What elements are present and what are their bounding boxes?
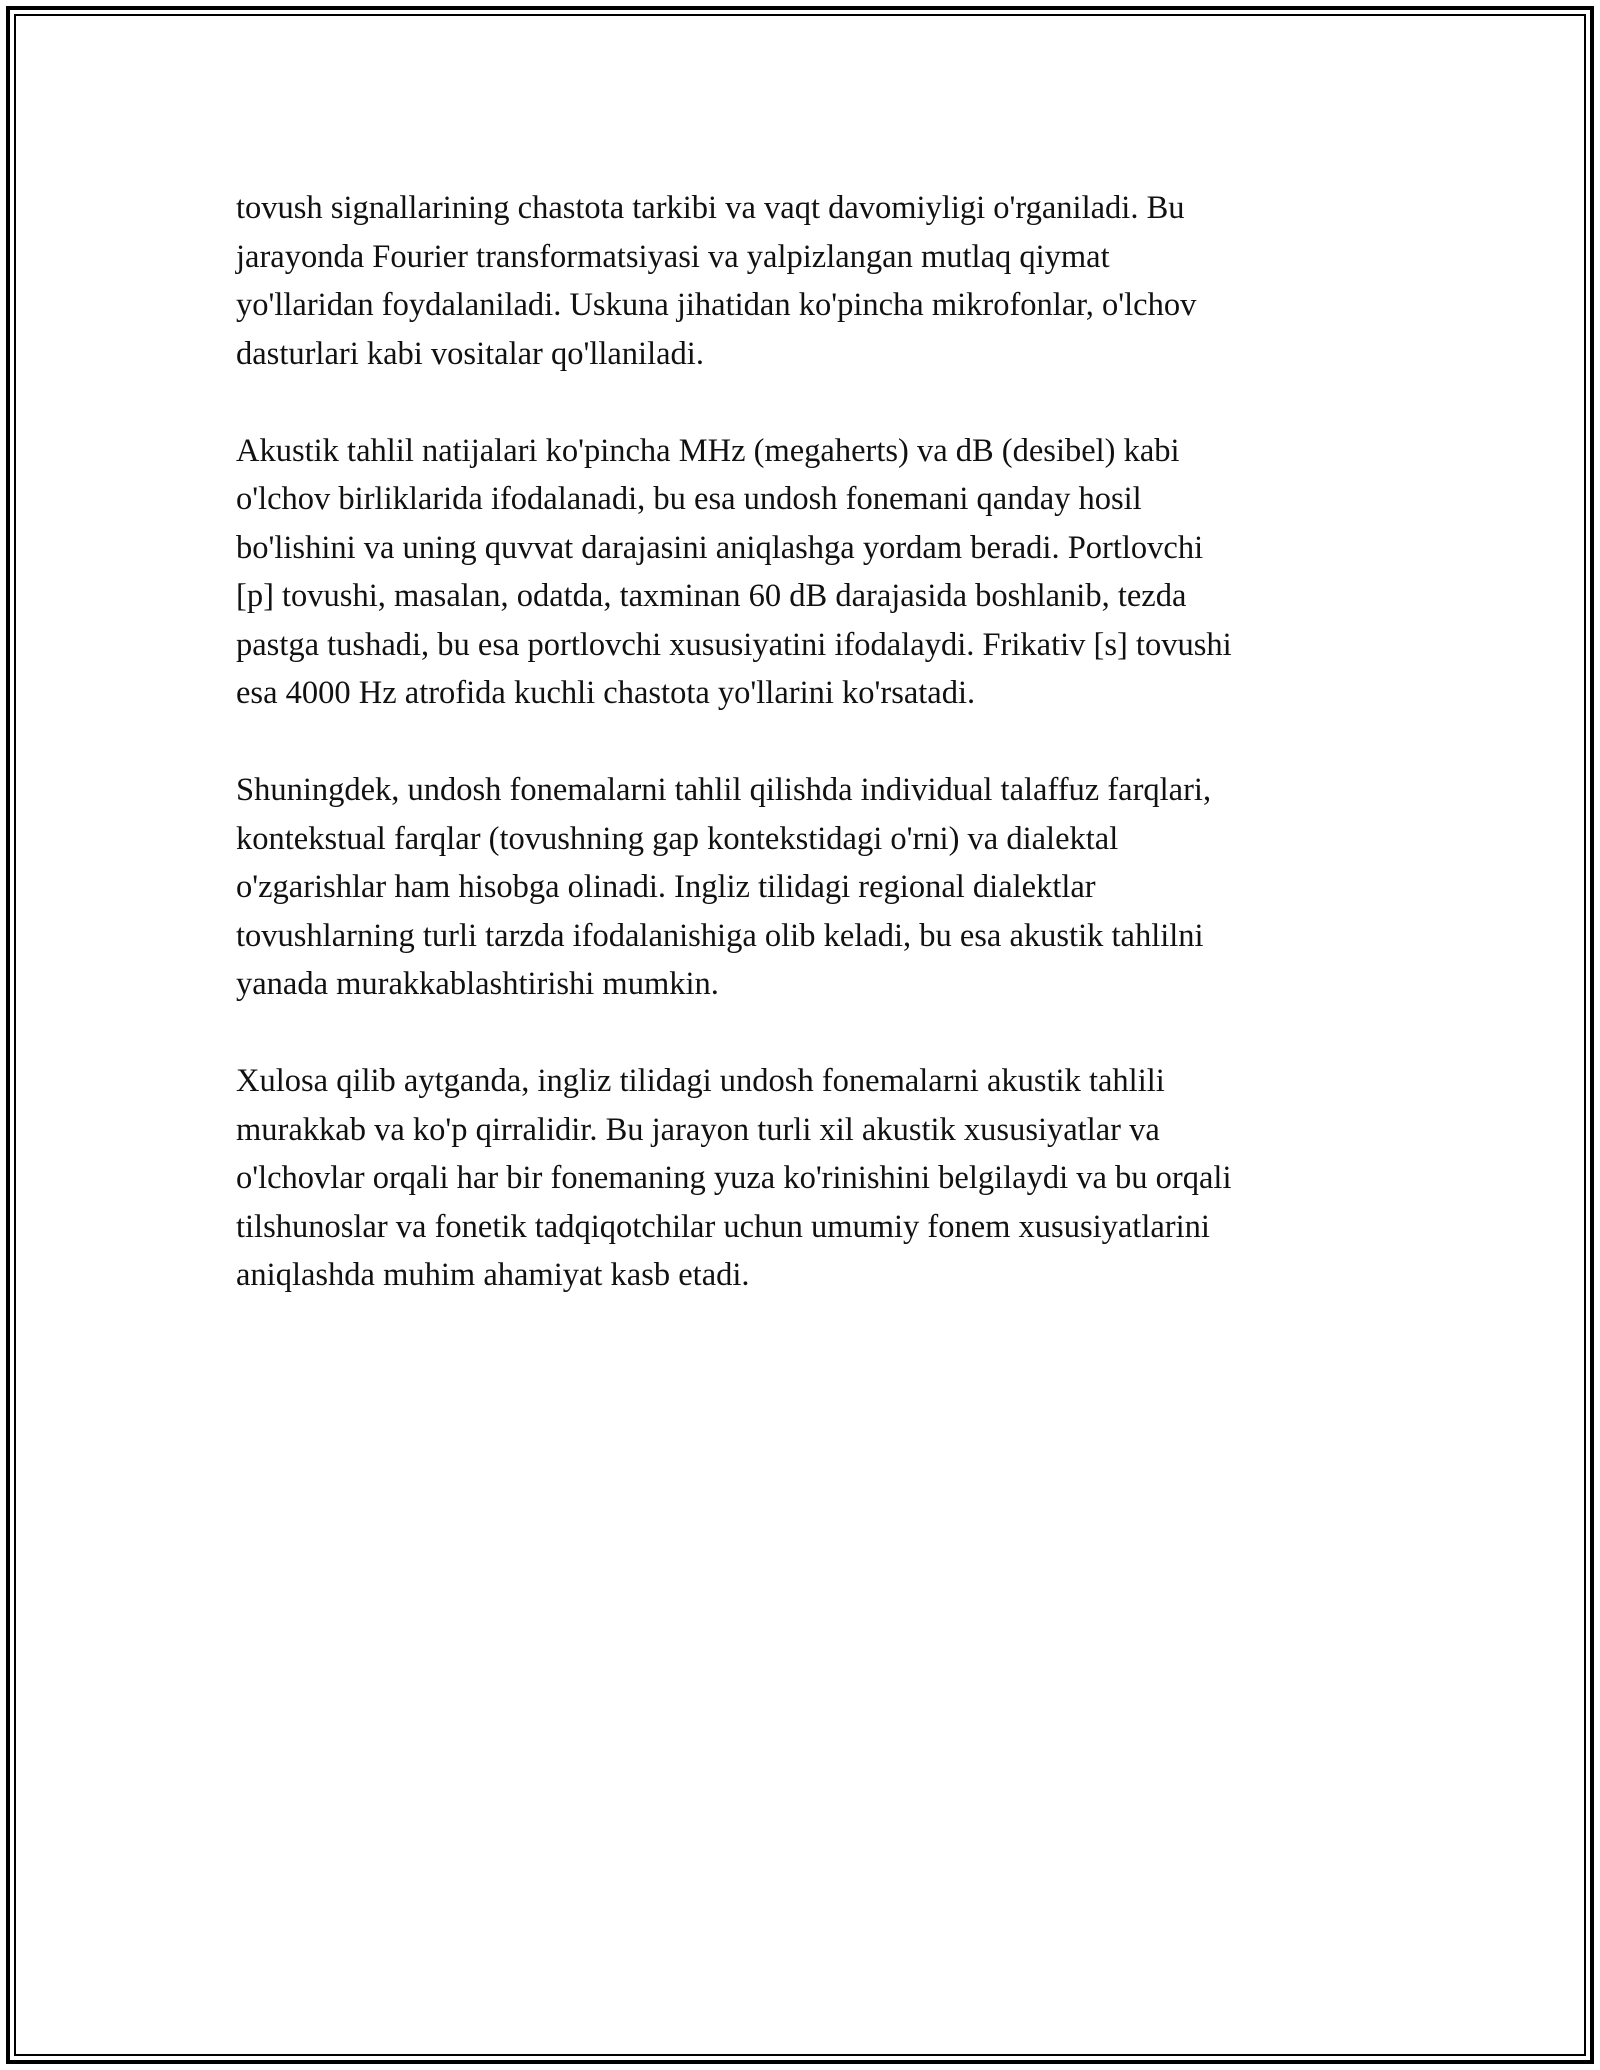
document-body: [236, 184, 1366, 1348]
paragraph-2: Akustik tahlil natijalari ko'pincha MHz (megaherts) va dB (desibel) kabi o'lchov birliklarida ifodalanadi, bu esa undosh fonemani qanday hosil bo'lishini va uning quvvat darajasini aniqlashga yordam beradi. Portlovchi [p] tovushi, masalan, odatda, taxminan 60 dB darajasida boshlanib, tezda pastga tushadi, bu esa portlovchi xususiyatini ifodalaydi. Frikativ [s] tovushi esa 4000 Hz atrofida kuchli chastota yo'llarini ko'rsatadi.: [236, 432, 1232, 711]
paragraph-1: tovush signallarining chastota tarkibi va vaqt davomiyligi o'rganiladi. Bu jarayonda Fourier transformatsiyasi va yalpizlangan mutlaq qiymat yo'llaridan foydalaniladi. Uskuna jihatidan ko'pincha mikrofonlar, o'lchov dasturlari kabi vositalar qo'llaniladi.: [236, 190, 1197, 372]
paragraph-4: Xulosa qilib aytganda, ingliz tilidagi undosh fonemalarni akustik tahlili murakkab va ko'p qirralidir. Bu jarayon turli xil akustik xususiyatlar va o'lchovlar orqali har bir fonemaning yuza ko'rinishini belgilaydi va bu orqali tilshunoslar va fonetik tadqiqotchilar uchun umumiy fonem xususiyatlarini aniqlashda muhim ahamiyat kasb etadi.: [236, 1063, 1232, 1293]
paragraph-3: Shuningdek, undosh fonemalarni tahlil qilishda individual talaffuz farqlari, kontekstual farqlar (tovushning gap kontekstidagi o'rni) va dialektal o'zgarishlar ham hisobga olinadi. Ingliz tilidagi regional dialektlar tovushlarning turli tarzda ifodalanishiga olib keladi, bu esa akustik tahlilni yanada murakkablashtirishi mumkin.: [236, 772, 1212, 1002]
